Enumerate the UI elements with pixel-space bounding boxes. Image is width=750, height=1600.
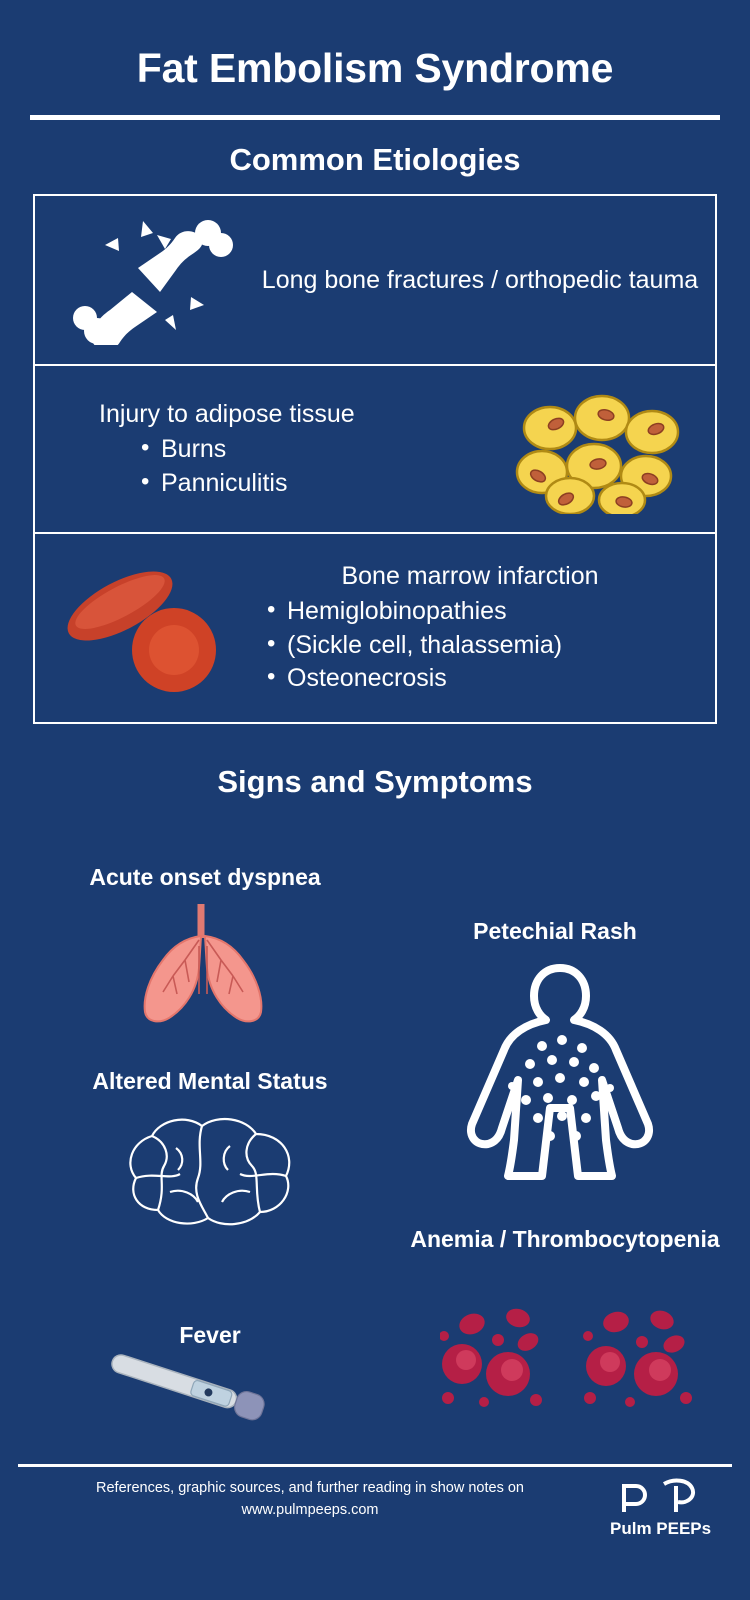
body-petechiae-icon: [450, 958, 670, 1193]
footer-text: [0, 1478, 620, 1522]
red-blood-cells-icon: [49, 558, 239, 698]
etiology-bullets-2: [135, 433, 501, 501]
pulm-peeps-logo: [602, 1478, 732, 1542]
sign-label-ams: Altered Mental Status: [92, 1068, 328, 1095]
footer-divider: [18, 1464, 732, 1467]
sign-label-dyspnea: Acute onset dyspnea: [89, 864, 321, 891]
etiology-text-2-block: [49, 398, 501, 501]
etiology-row-3: [35, 532, 715, 722]
title-divider: [30, 115, 720, 120]
lungs-icon: [115, 898, 295, 1033]
etiology-bullets-3: [261, 595, 701, 696]
list-item: • Burns: [135, 433, 501, 467]
signs-and-symptoms-area: [0, 806, 750, 1366]
sign-label-fever: Fever: [179, 1322, 241, 1349]
blood-cells-icon: [440, 1306, 710, 1421]
etiologies-box: [33, 194, 717, 724]
list-item: • Panniculitis: [135, 467, 501, 501]
section-heading-etiologies: Common Etiologies: [229, 142, 521, 178]
etiology-text-3: Bone marrow infarction: [341, 561, 599, 590]
etiology-row-2: [35, 364, 715, 532]
footer-line-2[interactable]: www.pulmpeeps.com: [241, 1501, 379, 1518]
sign-label-petechial-rash: Petechial Rash: [473, 918, 637, 945]
list-item: • Osteonecrosis: [261, 662, 701, 696]
footer-line-1: References, graphic sources, and further reading in show notes on: [96, 1480, 524, 1496]
logo-text: Pulm PEEPs: [610, 1519, 712, 1538]
list-item: • Hemiglobinopathies: [261, 595, 701, 629]
broken-bone-icon: [49, 215, 259, 345]
etiology-row-1: [35, 196, 715, 364]
etiology-text-2: Injury to adipose tissue: [99, 399, 355, 428]
sign-label-anemia: Anemia / Thrombocytopenia: [410, 1226, 720, 1253]
etiology-text-3-block: [239, 560, 701, 696]
adipose-cells-icon: [501, 384, 701, 514]
etiology-subnote-3: • (Sickle cell, thalassemia): [261, 629, 701, 663]
etiology-text-1: Long bone fractures / orthopedic tauma: [261, 265, 699, 294]
page-title: Fat Embolism Syndrome: [136, 45, 614, 91]
thermometer-icon: [88, 1354, 308, 1429]
brain-icon: [110, 1108, 310, 1243]
section-heading-signs: Signs and Symptoms: [217, 764, 533, 800]
